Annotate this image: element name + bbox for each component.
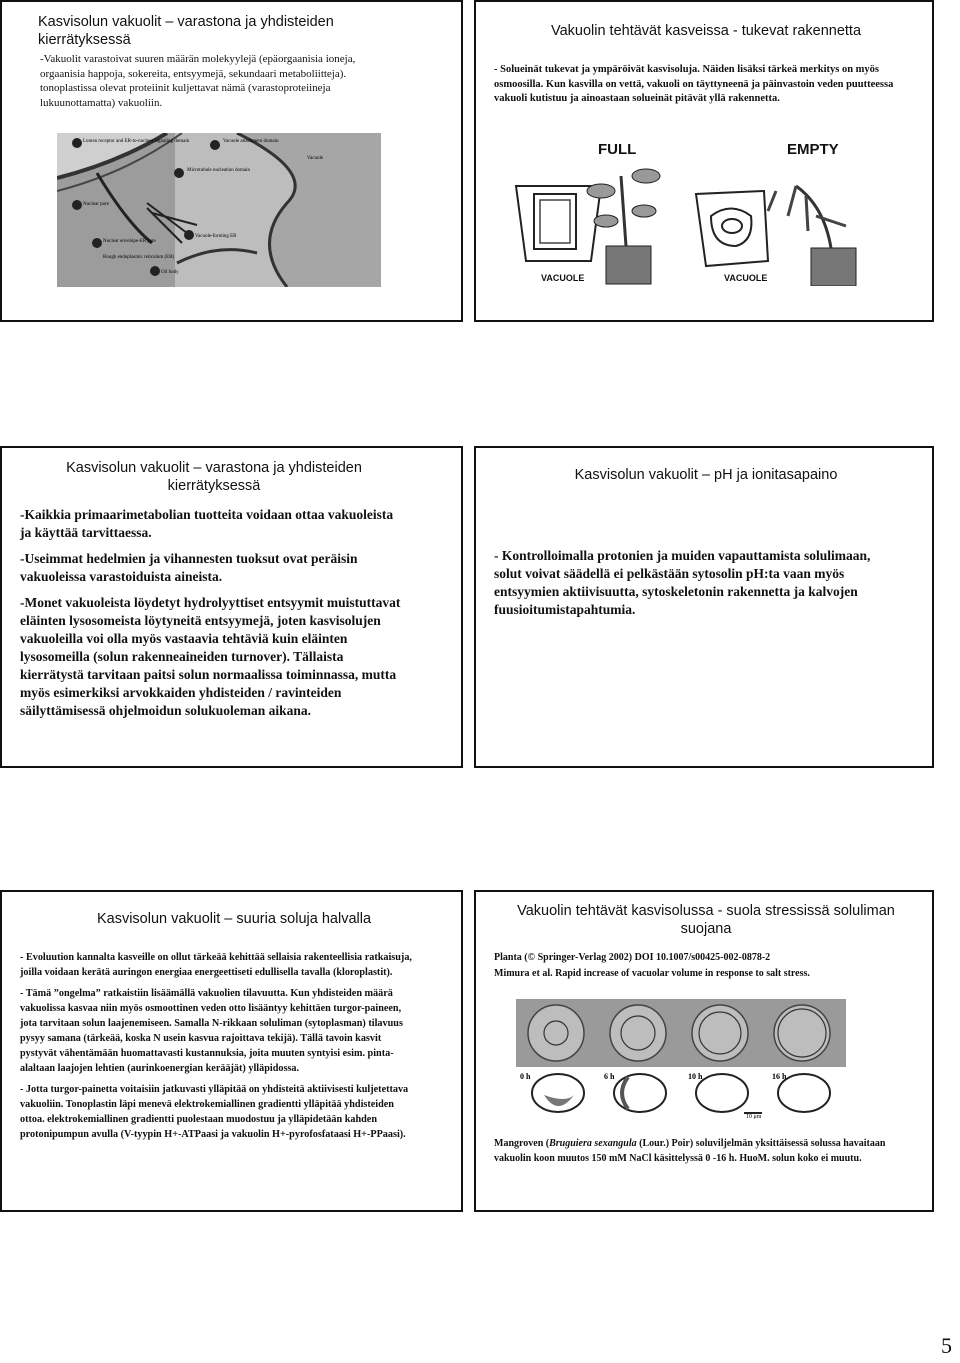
figure-caption <box>494 1137 894 1166</box>
page-number: 5 <box>941 1333 952 1358</box>
slide-structure-support <box>474 0 934 322</box>
paragraph: -Monet vakuoleista löydetyt hydrolyyttiset entsyymit muistuttavat eläinten lysosomeista löytyneitä entsyymejä, joten kasvisolujen vakuoleilla voi olla myös vastaavia tehtäviä kuin eläinten lysosomeilla (solun rakenneaineiden turnover). Tällaista kierrätystä tarvitaan paitsi solun normaalissa toiminnassa, mutta myös esimerkiksi arvokkaiden yhdisteiden / ravinteiden säilyttämisessä ohjelmoidun solukuoleman aikana. <box>20 595 401 718</box>
slide-title: Kasvisolun vakuolit – varastona ja yhdisteiden kierrätyksessä <box>38 14 334 48</box>
time-label: 16 h <box>772 1072 787 1081</box>
slide-body: - Kontrolloimalla protonien ja muiden vapauttamista solulimaan, solut voivat säädellä ei pelkästään sytosolin pH:ta vaan myös entsyymien aktiivisuutta, sytoskeletonin rakennetta ja kalvojen fuusioitumistapahtumia. <box>494 548 871 617</box>
figure-label: Oil body <box>161 270 179 275</box>
slide-title: Kasvisolun vakuolit – suuria soluja halvalla <box>96 911 372 927</box>
paragraph: -Kaikkia primaarimetabolian tuotteita voidaan ottaa vakuoleista ja käyttää tarvittaessa. <box>20 507 394 540</box>
slide-storage-2 <box>0 446 463 768</box>
label-vacuole-right: VACUOLE <box>724 273 768 283</box>
slide-body: - Solueinät tukevat ja ympäröivät kasvisoluja. Näiden lisäksi tärkeä merkitys on myös osmoosilla. Kun kasvilla on vettä, vakuoli on täyttyneenä ja päinvastoin veden puutteessa vakuoli kutistuu ja ainoastaan solueinät pitävät yllä rakennetta. <box>494 64 894 104</box>
figure-label: Vacuole attachment domain <box>223 139 279 144</box>
figure-label: Nuclear pore <box>83 202 109 207</box>
label-empty: EMPTY <box>787 141 839 158</box>
time-label: 6 h <box>604 1072 615 1081</box>
slide-title: Kasvisolun vakuolit – varastona ja yhdisteiden kierrätyksessä <box>66 460 362 494</box>
figure-label: Vacuole <box>307 156 324 161</box>
slide-storage-1 <box>0 0 463 322</box>
label-full: FULL <box>598 141 637 158</box>
cell-micrograph-figure <box>516 999 846 1119</box>
slide-title: Kasvisolun vakuolit – pH ja ionitasapaino <box>574 467 838 483</box>
time-label: 10 h <box>688 1072 703 1081</box>
paragraph: - Jotta turgor-painetta voitaisiin jatkuvasti ylläpitää on yhdisteitä aktiivisesti kuljetettava vakuoliin. Tonoplastin läpi menevä elektrokemiallinen gradientti ylläpitää yhdisteiden ottoa. elektrokemiallinen gradientti puolestaan muodostuu ja ylläpidetään kahden protonipumpun avulla (V-tyypin H+-ATPaasi ja vakuolin H+-pyrofosfataasi H+-PPaasi). <box>20 1084 409 1140</box>
figure-label: Lumen receptor and ER-to-nucleus signaling domain <box>83 139 190 144</box>
figure-label: Rough endoplasmic reticulum (ER) <box>103 255 175 260</box>
er-vacuole-figure <box>57 133 381 287</box>
reference-line-2: Mimura et al. Rapid increase of vacuolar volume in response to salt stress. <box>494 968 810 979</box>
slide-body: -Vakuolit varastoivat suuren määrän molekyylejä (epäorgaanisia ioneja, orgaanisia happoja, sokereita, entsyymejä, sekundaari metaboliitteja). tonoplastissa olevat proteiinit kuljettavat nämä (varastoproteiineja lukuunottamatta) vakuoliin. <box>40 53 356 109</box>
time-label: 0 h <box>520 1072 531 1081</box>
slide-salt-stress <box>474 890 934 1212</box>
slide-body <box>20 950 420 1147</box>
slide-title: Vakuolin tehtävät kasvisolussa - suola stressissä soluliman suojana <box>517 903 895 937</box>
figure-label: Vacuole-forming ER <box>195 234 237 239</box>
slide-large-cells <box>0 890 463 1212</box>
slide-ph-balance <box>474 446 934 768</box>
slide-title: Vakuolin tehtävät kasveissa - tukevat rakennetta <box>550 23 862 39</box>
slide-body <box>20 506 402 725</box>
reference-line-1: Planta (© Springer-Verlag 2002) DOI 10.1007/s00425-002-0878-2 <box>494 952 771 963</box>
scale-label: 10 μm <box>746 1114 762 1119</box>
figure-label: Microtubule nucleation domain <box>187 168 251 173</box>
figure-label: Nuclear envelope-ER gate <box>103 239 156 244</box>
plant-vacuole-figure <box>506 136 886 286</box>
caption-text: (Lour.) Poir) soluviljelmän yksittäisessä solussa havaitaan vakuolin koon muutos 150 mM NaCl käsittelyssä 0 -16 h. HuoM. solun koko ei muutu. <box>494 1138 886 1164</box>
paragraph: -Useimmat hedelmien ja vihannesten tuoksut ovat peräisin vakuoleissa varastoiduista aineista. <box>20 551 358 584</box>
paragraph: - Tämä ”ongelma” ratkaistiin lisäämällä vakuolien tilavuutta. Kun yhdisteiden määrä vakuolissa kasvaa niin myös osmoottinen veden otto lisääntyy kehittäen turgor-paineen, jota tarvitaan solun laajenemiseen. Samalla N-rikkaan soluliman (sytoplasman) tilavuus pysyy samana (tärkeää, koska N usein kasvua rajoittava tekijä). Tällä tavoin kasvit pystyvät vähentämään huomattavasti kustannuksia, joita muuten syntyisi esim. pinta-alaltaan laajojen lehtien (aurinkoenergian kerääjät) ylläpidossa. <box>20 988 403 1074</box>
caption-text: Mangroven ( <box>494 1138 550 1149</box>
caption-species: Bruguiera sexangula <box>549 1138 637 1149</box>
paragraph: - Evoluution kannalta kasveille on ollut tärkeää kehittää sellaisia rakenteellisia ratkaisuja, joilla voidaan kerätä auringon energiaa energeettiseti edullisella tavalla (kloroplastit). <box>20 952 412 978</box>
label-vacuole-left: VACUOLE <box>541 273 585 283</box>
